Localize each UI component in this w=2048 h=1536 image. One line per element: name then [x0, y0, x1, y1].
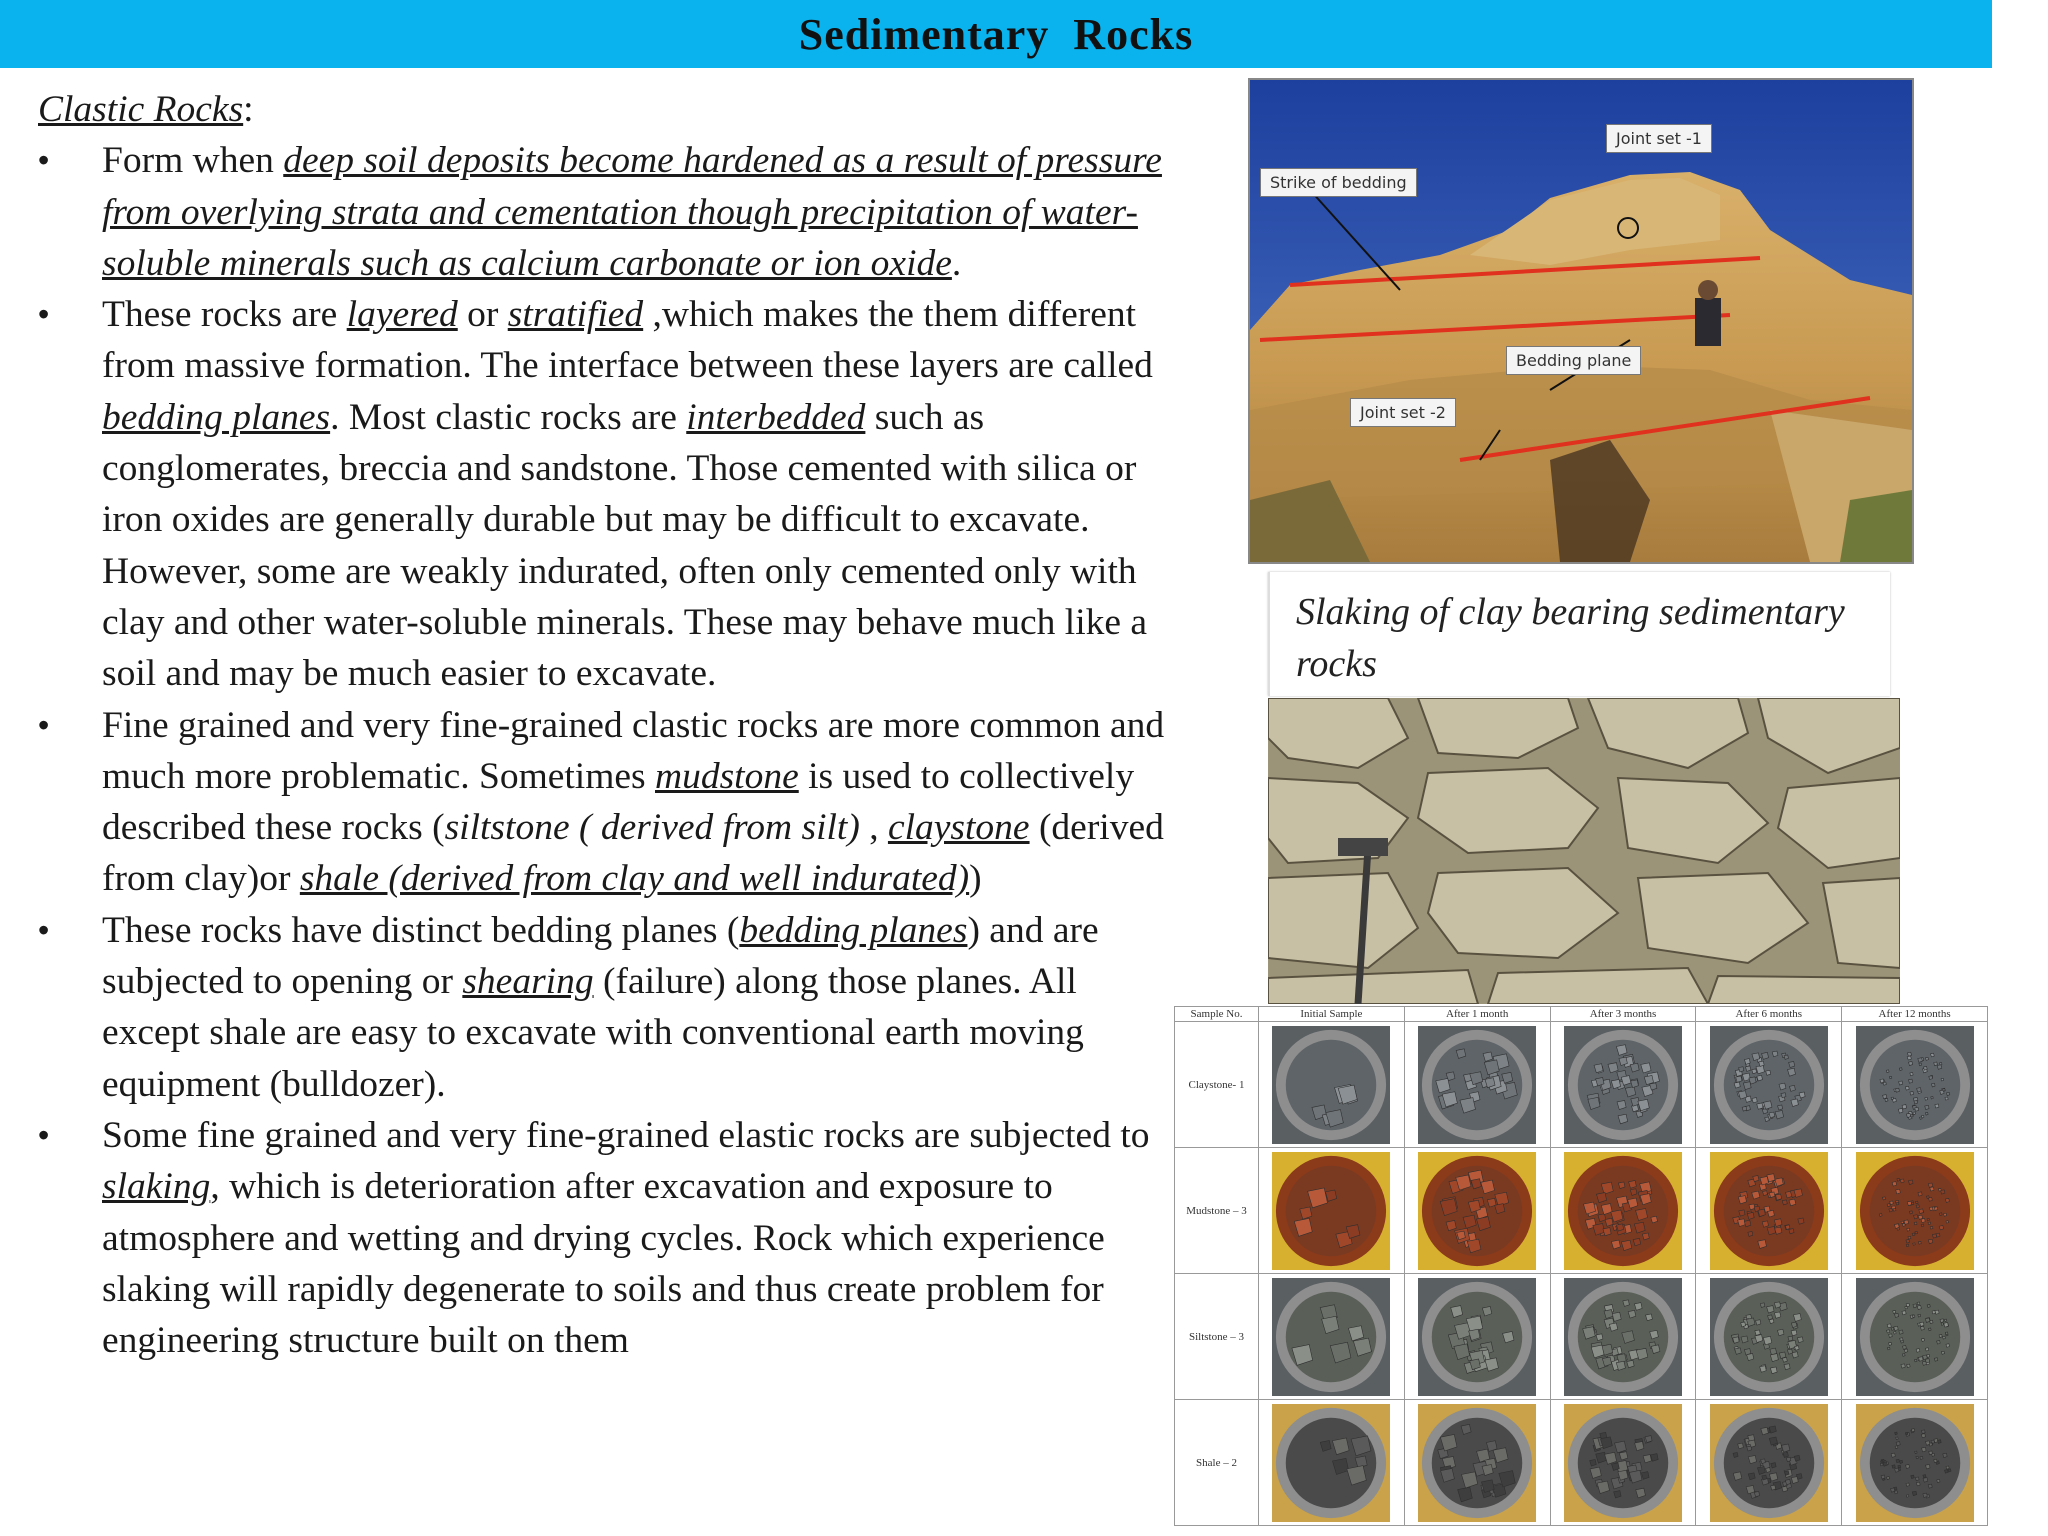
sample-dish-image	[1856, 1026, 1974, 1144]
sample-photo-cell	[1404, 1022, 1550, 1148]
sample-photo-cell	[1259, 1274, 1405, 1400]
table-header-row	[1175, 1007, 1988, 1022]
table-row	[1175, 1148, 1988, 1274]
outcrop-illustration	[1250, 80, 1912, 562]
emphasis-run: layered	[346, 294, 458, 336]
column-header: Sample No.	[1175, 1007, 1259, 1022]
text-run: . Most clastic rocks are	[330, 396, 687, 438]
column-header: After 3 months	[1550, 1007, 1696, 1022]
label-joint-set-1: Joint set -1	[1606, 124, 1712, 153]
heading-colon: :	[243, 89, 254, 130]
text-run: such as conglomerates, breccia and sandstone. Those cemented with silica or iron oxides are generally durable but may be difficult to excavate. However, some are weakly indurated, often only cemented only with clay and other water-soluble minerals. These may behave much like a soil and may be much easier to excavate.	[102, 396, 1148, 695]
text-run: .	[951, 242, 962, 284]
label-bedding-plane: Bedding plane	[1506, 346, 1641, 375]
sample-dish-image	[1710, 1152, 1828, 1270]
sample-dish-image	[1272, 1152, 1390, 1270]
sample-photo-cell	[1550, 1274, 1696, 1400]
slaking-sample-table	[1174, 1006, 1988, 1526]
sample-photo-cell	[1696, 1274, 1842, 1400]
sample-dish-image	[1856, 1404, 1974, 1522]
sample-photo-cell	[1404, 1148, 1550, 1274]
section-heading-line	[38, 84, 1168, 135]
sample-photo-cell	[1404, 1274, 1550, 1400]
sample-dish-image	[1710, 1404, 1828, 1522]
slaking-illustration	[1268, 698, 1900, 1004]
sample-photo-cell	[1696, 1148, 1842, 1274]
emphasis-run: slaking	[102, 1166, 211, 1208]
text-run: )	[969, 858, 982, 900]
row-label: Claystone- 1	[1175, 1022, 1259, 1148]
sample-dish-image	[1272, 1278, 1390, 1396]
outcrop-photo	[1248, 78, 1914, 564]
sample-photo-cell	[1404, 1400, 1550, 1526]
sample-dish-image	[1564, 1152, 1682, 1270]
bullet-bedding	[38, 905, 1168, 1110]
emphasis-run: claystone	[887, 807, 1030, 849]
emphasis-run: stratified	[507, 294, 644, 336]
sample-dish-image	[1710, 1026, 1828, 1144]
sample-dish-image	[1856, 1278, 1974, 1396]
emphasis-run: interbedded	[686, 396, 866, 438]
table-row	[1175, 1400, 1988, 1526]
sample-dish-image	[1564, 1404, 1682, 1522]
row-label: Mudstone – 3	[1175, 1148, 1259, 1274]
emphasis-run: deep soil deposits become hardened as a result of pressure from overlying strata and cementation though precipitation of water-soluble minerals such as calcium carbonate or ion oxide	[102, 140, 1162, 284]
section-heading: Clastic Rocks	[38, 89, 244, 130]
sample-photo-cell	[1842, 1400, 1988, 1526]
column-header: After 1 month	[1404, 1007, 1550, 1022]
emphasis-run: shearing	[462, 961, 594, 1003]
label-strike-of-bedding: Strike of bedding	[1260, 168, 1417, 197]
sample-photo-cell	[1842, 1148, 1988, 1274]
sample-photo-cell	[1842, 1274, 1988, 1400]
text-run: (failure) along those planes. All except shale are easy to excavate with conventional earth moving equipment (bulldozer).	[102, 961, 1084, 1105]
sample-photo-cell	[1259, 1022, 1405, 1148]
column-header: After 12 months	[1842, 1007, 1988, 1022]
italic-run: siltstone ( derived from silt)	[444, 807, 860, 849]
text-run: is used to collectively described these rocks (	[102, 755, 1135, 849]
bullet-formation	[38, 135, 1168, 289]
text-run: These rocks are	[102, 294, 347, 336]
text-run: Fine grained and very fine-grained clastic rocks are more common and much more problematic. Sometimes	[102, 704, 1165, 797]
sample-dish-image	[1418, 1026, 1536, 1144]
sample-dish-image	[1272, 1404, 1390, 1522]
sample-photo-cell	[1696, 1400, 1842, 1526]
emphasis-run: mudstone	[655, 755, 799, 797]
table-row	[1175, 1274, 1988, 1400]
sample-photo-cell	[1259, 1400, 1405, 1526]
sample-photo-cell	[1550, 1400, 1696, 1526]
text-run: Some fine grained and very fine-grained elastic rocks are subjected to	[102, 1114, 1150, 1156]
sample-dish-image	[1710, 1278, 1828, 1396]
sample-dish-image	[1856, 1152, 1974, 1270]
sample-photo-cell	[1696, 1022, 1842, 1148]
row-label: Siltstone – 3	[1175, 1274, 1259, 1400]
table-row	[1175, 1022, 1988, 1148]
text-run: , which is deterioration after excavation and exposure to atmosphere and wetting and drying cycles. Rock which experience slaking will rapidly degenerate to soils and thus create problem for engineering structure built on them	[102, 1166, 1105, 1362]
emphasis-run: bedding planes	[102, 396, 331, 438]
text-run: Form when	[102, 140, 284, 182]
text-run: ,which makes the them different from massive formation. The interface between these layers are called	[102, 294, 1153, 387]
text-run: ,	[859, 807, 888, 849]
sample-photo-cell	[1259, 1148, 1405, 1274]
bullet-layering	[38, 289, 1168, 699]
sample-dish-image	[1418, 1278, 1536, 1396]
sample-photo-cell	[1550, 1148, 1696, 1274]
sample-dish-image	[1564, 1026, 1682, 1144]
emphasis-run: bedding planes	[739, 909, 968, 951]
title-bar	[0, 0, 1992, 68]
text-run: These rocks have distinct bedding planes (	[102, 909, 740, 951]
text-run: ) and are subjected to opening or	[102, 909, 1099, 1003]
slaking-photo	[1268, 698, 1900, 1004]
label-joint-set-2: Joint set -2	[1350, 398, 1456, 427]
column-header: After 6 months	[1696, 1007, 1842, 1022]
photo-caption: Slaking of clay bearing sedimentary rocks	[1296, 591, 1845, 685]
bullet-fine-grained	[38, 700, 1168, 905]
sample-dish-image	[1564, 1278, 1682, 1396]
sample-dish-image	[1272, 1026, 1390, 1144]
sample-dish-image	[1418, 1152, 1536, 1270]
sample-dish-image	[1418, 1404, 1536, 1522]
text-run: (derived from clay)or	[102, 807, 1164, 900]
row-label: Shale – 2	[1175, 1400, 1259, 1526]
text-run: or	[457, 294, 508, 336]
sample-photo-cell	[1550, 1022, 1696, 1148]
page-title: Sedimentary Rocks	[798, 9, 1194, 59]
bullet-slaking	[38, 1110, 1168, 1366]
text-column	[38, 84, 1168, 1366]
column-header: Initial Sample	[1259, 1007, 1405, 1022]
sample-photo-cell	[1842, 1022, 1988, 1148]
emphasis-run: shale (derived from clay and well indurated)	[299, 858, 970, 900]
caption-box	[1268, 572, 1890, 696]
bullet-list	[38, 135, 1168, 1366]
